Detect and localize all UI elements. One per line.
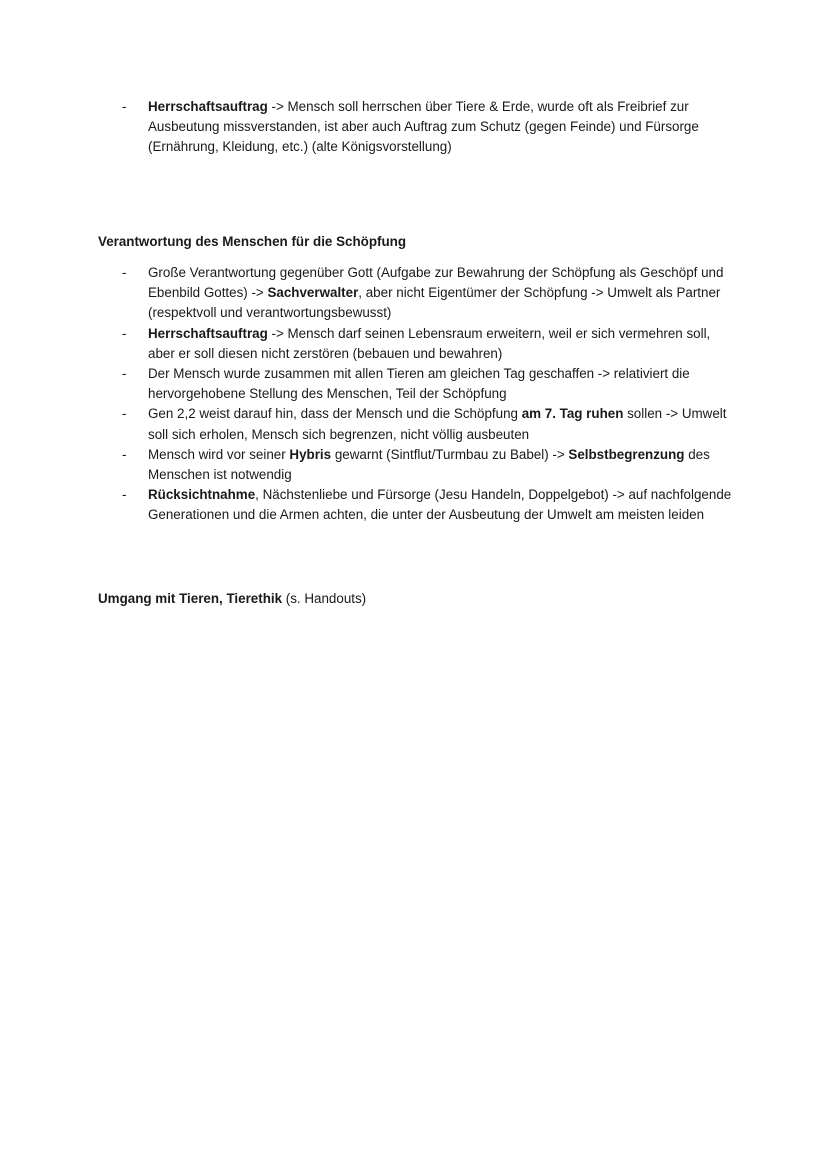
item-text: Der Mensch wurde zusammen mit allen Tieren am gleichen Tag geschaffen -> relativiert die hervorgehobene Stellung des Menschen, Teil der Schöpfung [148,366,690,402]
term-sachverwalter: Sachverwalter [267,285,359,301]
heading-note: (s. Handouts) [282,591,367,606]
item-text: , aber nicht Eigentümer der Schöpfung -> Umwelt als Partner (respektvoll und verantwortungsbewusst) [148,285,721,321]
section-heading-verantwortung: Verantwortung des Menschen für die Schöpfung [98,234,407,249]
term-selbstbegrenzung: Selbstbegrenzung [568,446,685,462]
list-item [0,364,828,404]
item-text: , Nächstenliebe und Fürsorge (Jesu Handeln, Doppelgebot) -> auf nachfolgende Generationen und die Armen achten, die unter der Ausbeutung der Umwelt am meisten leiden [148,487,732,523]
dash-bullet: - [122,325,127,341]
term-herrschaftsauftrag: Herrschaftsauftrag [148,325,268,341]
section-heading-tierethik [98,589,366,609]
dash-bullet: - [122,487,127,503]
list-item [0,263,828,324]
section1-list [0,97,828,158]
list-item [0,97,828,158]
term-ruhetag: am 7. Tag ruhen [521,406,624,422]
section2-list [0,263,828,526]
item-text: des Menschen ist notwendig [148,446,710,483]
list-item [0,404,828,444]
heading-bold-text: Umgang mit Tieren, Tierethik [98,591,283,606]
item-text: Gen 2,2 weist darauf hin, dass der Mensch und die Schöpfung [148,406,522,422]
list-item [0,324,828,364]
item-text: Mensch wird vor seiner [148,446,290,462]
item-text: sollen -> Umwelt soll sich erholen, Mensch sich begrenzen, nicht völlig ausbeuten [148,406,727,442]
item-text: Große Verantwortung gegenüber Gott (Aufgabe zur Bewahrung der Schöpfung als Geschöpf und Ebenbild Gottes) -> [148,265,724,301]
term-ruecksichtnahme: Rücksichtnahme [148,487,256,503]
term-hybris: Hybris [289,446,332,462]
dash-bullet: - [122,406,127,422]
item-text: -> Mensch darf seinen Lebensraum erweitern, weil er sich vermehren soll, aber er soll diesen nicht zerstören (bebauen und bewahren) [148,325,711,361]
dash-bullet: - [122,446,127,462]
dash-bullet: - [122,366,127,382]
item-text: gewarnt (Sintflut/Turmbau zu Babel) -> [331,446,569,462]
list-item [0,445,828,485]
list-item [0,485,828,525]
term-herrschaftsauftrag: Herrschaftsauftrag [148,99,268,114]
dash-bullet: - [122,265,127,280]
item-text: -> Mensch soll herrschen über Tiere & Erde, wurde oft als Freibrief zur Ausbeutung missverstanden, ist aber auch Auftrag zum Schutz (gegen Feinde) und Fürsorge (Ernährung, Kleidung, etc.) (alte Königsvorstellung) [148,99,699,155]
dash-bullet: - [122,99,127,114]
